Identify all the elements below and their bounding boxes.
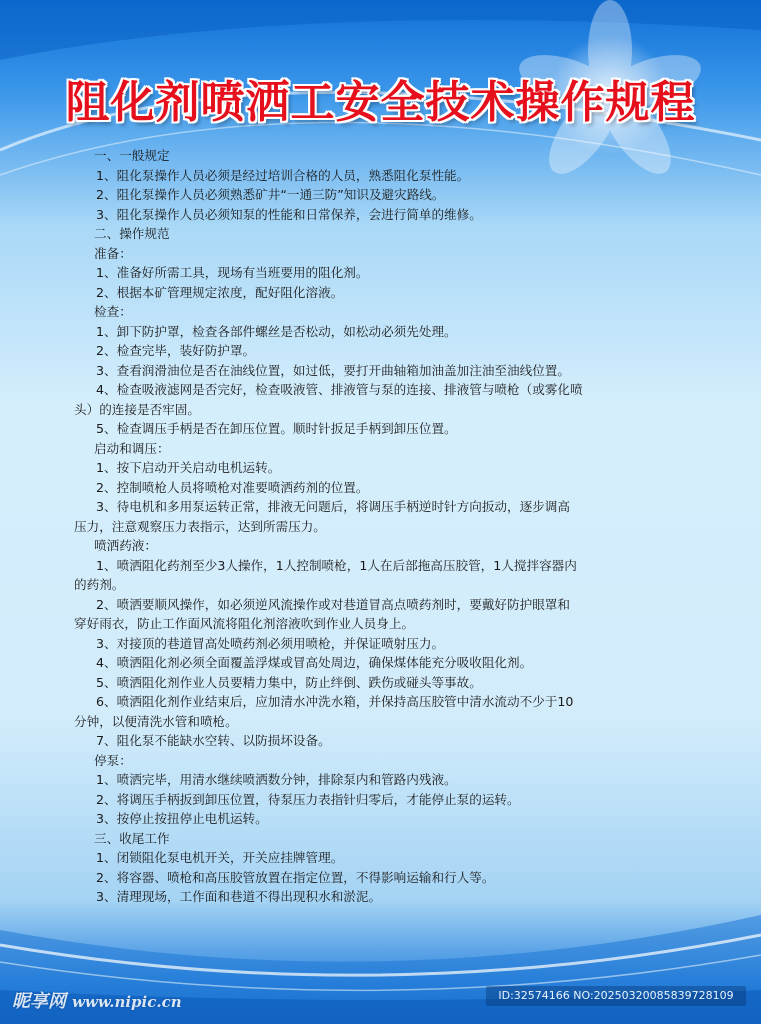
page-title: 阻化剂喷洒工安全技术操作规程 [65, 77, 696, 128]
list-item: 2、根据本矿管理规定浓度，配好阻化溶液。 [96, 284, 344, 300]
list-item: 4、喷洒阻化剂必须全面覆盖浮煤或冒高处周边，确保煤体能充分吸收阻化剂。 [96, 655, 533, 670]
list-item: 2、喷洒要顺风操作，如必须逆风流操作或对巷道冒高点喷药剂时，要戴好防护眼罩和 [96, 596, 570, 612]
list-item: 3、查看润滑油位是否在油线位置，如过低，要打开曲轴箱加油盖加注油至油线位置。 [96, 362, 570, 378]
list-item: 1、准备好所需工具，现场有当班要用的阻化剂。 [96, 265, 369, 280]
list-item: 3、按停止按扭停止电机运转。 [96, 811, 268, 826]
list-item-continuation: 的药剂。 [74, 577, 125, 592]
list-item: 3、阻化泵操作人员必须知泵的性能和日常保养，会进行简单的维修。 [96, 206, 482, 222]
subsection-heading: 启动和调压： [94, 440, 170, 456]
list-item: 2、控制喷枪人员将喷枪对准要喷洒药剂的位置。 [96, 479, 369, 495]
section-heading: 三、收尾工作 [94, 830, 170, 846]
watermark-brand: 昵享网 [12, 991, 66, 1012]
list-item: 1、按下启动开关启动电机运转。 [96, 460, 281, 475]
list-item: 2、将容器、喷枪和高压胶管放置在指定位置，不得影响运输和行人等。 [96, 869, 495, 885]
list-item: 1、卸下防护罩，检查各部件螺丝是否松动，如松动必须先处理。 [96, 323, 457, 339]
list-item-continuation: 压力，注意观察压力表指示，达到所需压力。 [74, 518, 326, 534]
subsection-heading: 停泵： [94, 752, 132, 768]
list-item: 5、喷洒阻化剂作业人员要精力集中，防止绊倒、跌伤或碰头等事故。 [96, 674, 482, 690]
subsection-heading: 准备： [94, 245, 132, 261]
list-item: 3、待电机和多用泵运转正常，排液无问题后，将调压手柄逆时针方向扳动，逐步调高 [96, 499, 570, 514]
watermark-logo [12, 987, 182, 1013]
list-item: 1、喷洒阻化药剂至少3人操作，1人控制喷枪，1人在后部拖高压胶管，1人搅拌容器内 [96, 557, 577, 573]
regulation-body [74, 146, 710, 907]
list-item: 2、阻化泵操作人员必须熟悉矿井“一通三防”知识及避灾路线。 [96, 187, 445, 202]
list-item: 7、阻化泵不能缺水空转、以防损坏设备。 [96, 733, 331, 748]
list-item: 1、阻化泵操作人员必须是经过培训合格的人员，熟悉阻化泵性能。 [96, 167, 470, 183]
list-item-continuation: 穿好雨衣，防止工作面风流将阻化剂溶液吹到作业人员身上。 [74, 616, 415, 631]
list-item: 3、对接顶的巷道冒高处喷药剂必须用喷枪，并保证喷射压力。 [96, 635, 445, 651]
list-item: 1、喷洒完毕，用清水继续喷洒数分钟，排除泵内和管路内残液。 [96, 772, 457, 787]
list-item-continuation: 分钟，以便清洗水管和喷枪。 [74, 713, 238, 729]
list-item: 6、喷洒阻化剂作业结束后，应加清水冲洗水箱，并保持高压胶管中清水流动不少于10 [96, 694, 574, 709]
list-item: 2、将调压手柄扳到卸压位置，待泵压力表指针归零后，才能停止泵的运转。 [96, 791, 520, 807]
list-item: 3、清理现场，工作面和巷道不得出现积水和淤泥。 [96, 889, 382, 904]
section-heading: 二、操作规范 [94, 226, 170, 241]
list-item: 5、检查调压手柄是否在卸压位置。顺时针扳足手柄到卸压位置。 [96, 421, 457, 436]
subsection-heading: 检查： [94, 304, 132, 319]
list-item: 1、闭锁阻化泵电机开关，开关应挂牌管理。 [96, 850, 344, 865]
list-item: 2、检查完毕，装好防护罩。 [96, 343, 256, 358]
list-item: 4、检查吸液滤网是否完好，检查吸液管、排液管与泵的连接、排液管与喷枪（或雾化喷 [96, 382, 583, 397]
watermark-id: ID:32574166 NO:20250320085839728109 [486, 986, 746, 1006]
list-item-continuation: 头）的连接是否牢固。 [74, 401, 200, 417]
watermark-url: www.nipic.cn [72, 993, 182, 1011]
section-heading: 一、一般规定 [94, 148, 170, 163]
subsection-heading: 喷洒药液： [94, 538, 157, 553]
